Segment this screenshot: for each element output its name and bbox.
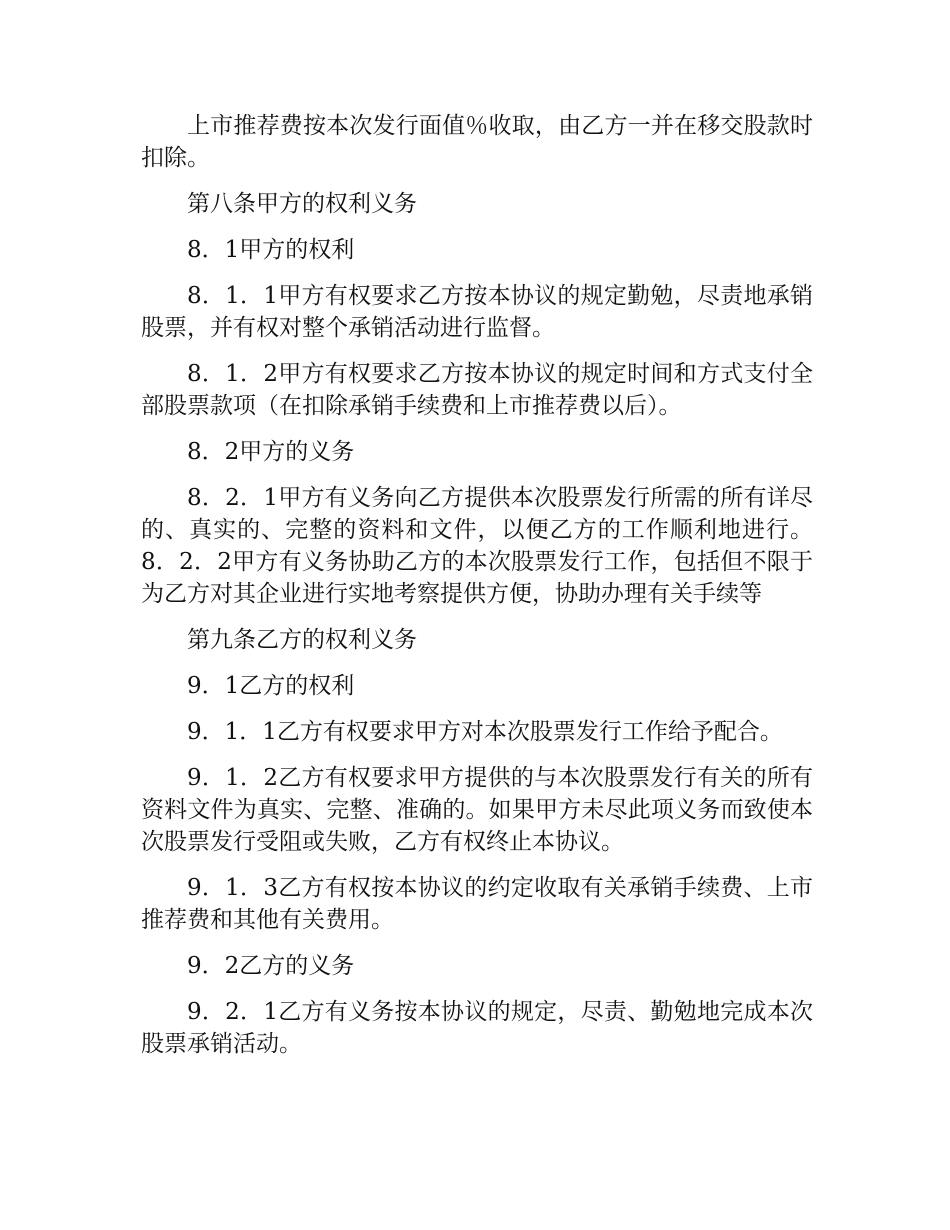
heading-party-a-obligations: 8．2甲方的义务 — [187, 439, 355, 465]
document-page — [141, 110, 813, 1074]
clause-8-1-1: 8．1．1甲方有权要求乙方按本协议的规定勤勉，尽责地承销股票，并有权对整个承销活动进行监督。 — [141, 283, 813, 341]
clause-9-2-1: 9．2．1乙方有义务按本协议的规定，尽责、勤勉地完成本次股票承销活动。 — [141, 999, 813, 1057]
clause-8-2-1: 8．2．1甲方有义务向乙方提供本次股票发行所需的所有详尽的、真实的、完整的资料和文件，以便乙方的工作顺利地进行。8．2．2甲方有义务协助乙方的本次股票发行工作，包括但不限于为乙方对其企业进行实地考察提供方便，协助办理有关手续等 — [141, 485, 813, 607]
heading-article-8: 第八条甲方的权利义务 — [187, 191, 417, 217]
heading-party-a-rights: 8．1甲方的权利 — [187, 237, 355, 263]
paragraph-listing-fee: 上市推荐费按本次发行面值％收取，由乙方一并在移交股款时扣除。 — [141, 113, 813, 171]
clause-9-1-3: 9．1．3乙方有权按本协议的约定收取有关承销手续费、上市推荐费和其他有关费用。 — [141, 875, 813, 933]
heading-article-9: 第九条乙方的权利义务 — [187, 627, 417, 653]
clause-8-1-2: 8．1．2甲方有权要求乙方按本协议的规定时间和方式支付全部股票款项（在扣除承销手续费和上市推荐费以后）。 — [141, 361, 813, 419]
clause-9-1-2: 9．1．2乙方有权要求甲方提供的与本次股票发行有关的所有资料文件为真实、完整、准确的。如果甲方未尽此项义务而致使本次股票发行受阻或失败，乙方有权终止本协议。 — [141, 765, 813, 855]
heading-party-b-rights: 9．1乙方的权利 — [187, 673, 355, 699]
clause-9-1-1: 9．1．1乙方有权要求甲方对本次股票发行工作给予配合。 — [187, 719, 783, 745]
heading-party-b-obligations: 9．2乙方的义务 — [187, 953, 355, 979]
